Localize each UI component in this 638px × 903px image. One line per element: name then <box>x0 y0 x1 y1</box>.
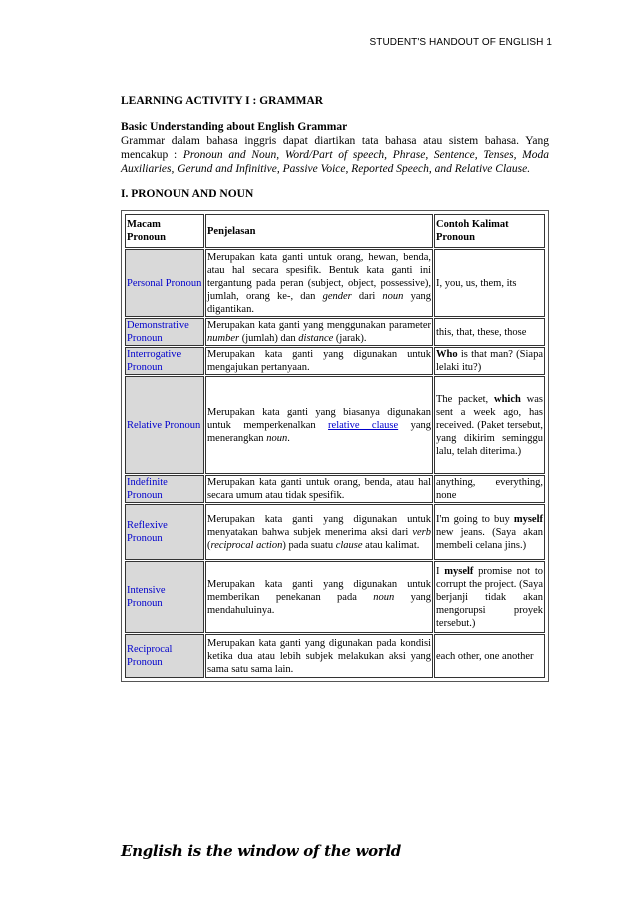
table-row-demonstrative <box>125 318 545 346</box>
example-text: I <box>436 565 445 577</box>
example-reciprocal: each other, one another <box>434 634 545 678</box>
basic-heading: Basic Understanding about English Grammar <box>121 121 348 133</box>
expl-text: Merupakan kata ganti yang menggunakan parameter <box>207 320 431 331</box>
intro-topics: Pronoun and Noun, Word/Part of speech, Phrase, Sentence, Tenses, Moda Auxiliaries, Gerund and Infinitive, Passive Voice, Reported Speech, and Relative Clause. <box>121 149 549 175</box>
running-header: STUDENT'S HANDOUT OF ENGLISH 1 <box>369 37 552 48</box>
expl-text: ) pada suatu <box>282 539 336 551</box>
expl-reflexive <box>205 504 433 560</box>
type-personal[interactable]: Personal Pronoun <box>125 249 204 317</box>
example-text: The packet, <box>436 393 494 405</box>
header-example: Contoh Kalimat Pronoun <box>434 214 545 248</box>
example-text: is that man? (Siapa lelaki itu?) <box>436 349 543 373</box>
expl-intensive <box>205 561 433 633</box>
example-personal: I, you, us, them, its <box>434 249 545 317</box>
example-reflexive <box>434 504 545 560</box>
table-header-row <box>125 214 545 248</box>
example-text: new jeans. (Saya akan membeli celana jins.) <box>436 526 543 551</box>
example-text: was sent a week ago, has received. (Paket tersebut, yang dikirim seminggu lalu, telah diterima.) <box>436 393 543 457</box>
expl-text: Merupakan kata ganti yang biasanya digunakan untuk memperkenalkan <box>207 406 431 431</box>
type-reflexive[interactable]: Reflexive Pronoun <box>125 504 204 560</box>
expl-term: noun <box>382 290 404 302</box>
table-row-personal <box>125 249 545 317</box>
expl-term: number <box>207 333 240 344</box>
section-heading: I. PRONOUN AND NOUN <box>121 188 254 200</box>
activity-title: LEARNING ACTIVITY I : GRAMMAR <box>121 95 324 107</box>
expl-reciprocal: Merupakan kata ganti yang digunakan pada kondisi ketika dua atau lebih subjek melakukan aksi yang sama satu sama lain. <box>205 634 433 678</box>
expl-term: reciprocal action <box>210 539 283 551</box>
expl-text: Merupakan kata ganti yang digunakan untuk menyatakan bahwa subjek menerima aksi dari <box>207 513 431 538</box>
table-row-relative <box>125 376 545 474</box>
expl-term: clause <box>335 539 363 551</box>
example-demonstrative: this, that, these, those <box>434 318 545 346</box>
footer-motto: English is the window of the world <box>121 842 401 860</box>
example-indefinite: anything, everything, none <box>436 477 543 501</box>
example-text: promise not to corrupt the project. (Saya berjanji tidak akan mengorupsi proyek tersebut.) <box>436 565 543 629</box>
relative-clause-link[interactable]: relative clause <box>328 419 399 431</box>
intro-lead: Grammar dalam bahasa inggris dapat diartikan tata bahasa atau sistem bahasa. Yang mencakup : <box>121 135 549 161</box>
table-row-reciprocal <box>125 634 545 678</box>
example-relative <box>434 376 545 474</box>
type-relative[interactable]: Relative Pronoun <box>125 376 204 474</box>
example-text: I'm going to buy <box>436 513 514 525</box>
example-keyword: Who <box>436 349 458 360</box>
expl-text: yang mendahuluinya. <box>207 591 431 616</box>
table-row-reflexive <box>125 504 545 560</box>
expl-text: dari <box>351 290 383 302</box>
table-row-indefinite <box>125 475 545 503</box>
type-reciprocal[interactable]: Reciprocal Pronoun <box>125 634 204 678</box>
header-type: Macam Pronoun <box>125 214 204 248</box>
type-indefinite[interactable]: Indefinite Pronoun <box>125 475 204 503</box>
expl-text: ( <box>207 539 211 551</box>
expl-demonstrative <box>205 318 433 346</box>
example-intensive <box>434 561 545 633</box>
expl-text: yang digantikan. <box>207 290 432 315</box>
example-keyword: which <box>493 393 521 405</box>
expl-text: Merupakan kata ganti yang digunakan untuk memberikan penekanan pada <box>207 578 431 603</box>
example-keyword: myself <box>444 565 474 577</box>
example-interrogative <box>434 347 545 375</box>
expl-text: (jumlah) dan <box>239 333 299 344</box>
expl-text: Merupakan kata ganti untuk orang, hewan, benda, atau hal secara spesifik. Bentuk kata ganti ini tergantung pada peran (subject, object, possessive), jumlah, orang ke-, dan <box>207 251 431 302</box>
type-demonstrative[interactable]: Demonstrative Pronoun <box>125 318 204 346</box>
expl-term: gender <box>322 290 352 302</box>
table-row-interrogative <box>125 347 545 375</box>
expl-term: distance <box>298 333 334 344</box>
table-row-intensive <box>125 561 545 633</box>
expl-text: atau kalimat. <box>362 539 420 551</box>
expl-term: verb <box>412 526 431 538</box>
type-interrogative[interactable]: Interrogative Pronoun <box>125 347 204 375</box>
pronoun-table-frame <box>121 210 549 682</box>
expl-relative <box>205 376 433 474</box>
pronoun-table <box>124 213 546 679</box>
intro-paragraph <box>121 134 549 176</box>
handout-body <box>121 95 549 682</box>
type-intensive[interactable]: Intensive Pronoun <box>125 561 204 633</box>
expl-term: noun <box>266 432 288 444</box>
expl-text: yang menerangkan <box>207 419 431 444</box>
expl-interrogative: Merupakan kata ganti yang digunakan untuk mengajukan pertanyaan. <box>207 349 431 373</box>
expl-text: . <box>287 432 290 444</box>
header-explanation: Penjelasan <box>205 214 433 248</box>
expl-text: (jarak). <box>333 333 367 344</box>
expl-term: noun <box>373 591 395 603</box>
expl-personal <box>205 249 433 317</box>
expl-indefinite: Merupakan kata ganti untuk orang, benda, atau hal secara umum atau tidak spesifik. <box>207 477 431 501</box>
example-keyword: myself <box>513 513 543 525</box>
